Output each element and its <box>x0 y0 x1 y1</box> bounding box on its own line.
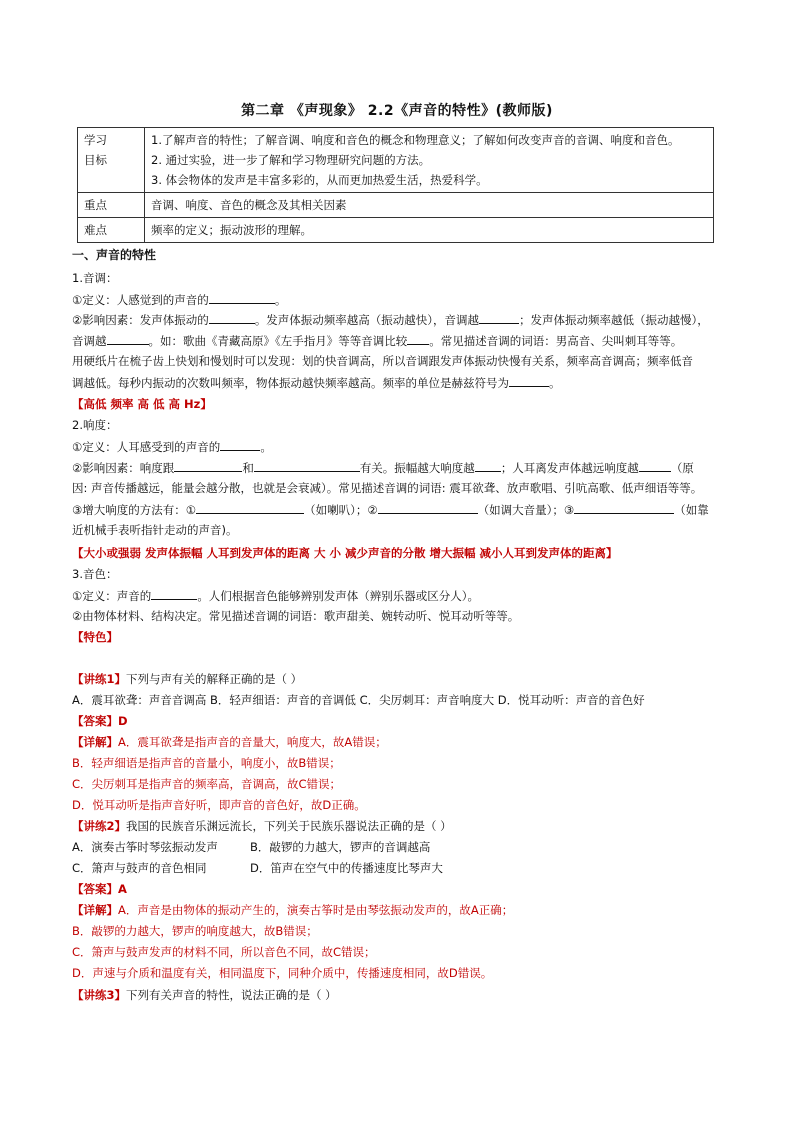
key-point-text: 音调、响度、音色的概念及其相关因素 <box>145 193 714 218</box>
pitch-heading: 1.音调： <box>72 271 118 285</box>
section-heading: 一、声音的特性 <box>72 248 157 262</box>
pitch-frequency-text: 调越低。每秒内振动的次数叫频率，物体振动越快频率越高。频率的单位是赫兹符号为 。 <box>72 376 561 390</box>
exercise-1-answer: 【答案】D <box>72 714 128 728</box>
exercise-1-detail-c: C．尖厉刺耳是指声音的频率高，音调高，故C错误； <box>72 777 342 791</box>
timbre-factors: ②由物体材料、结构决定。常见描述音调的词语：歌声甜美、婉转动听、悦耳动听等等。 <box>72 609 520 623</box>
timbre-definition: ①定义：声音的 。人们根据音色能够辨别发声体（辨别乐器或区分人）。 <box>72 589 480 603</box>
exercise-2-question: 【讲练2】我国的民族音乐渊远流长，下列关于民族乐器说法正确的是（ ） <box>72 819 452 833</box>
loudness-factors-1: ②影响因素：响度跟 和 有关。振幅越大响度越 ；人耳离发声体越远响度越 （原 <box>72 461 694 475</box>
exercise-1-detail-b: B．轻声细语是指声音的音量小，响度小，故B错误； <box>72 756 341 770</box>
objectives-table <box>77 127 714 243</box>
loudness-methods-1: ③增大响度的方法有：① （如喇叭）；② （如调大音量）；③ （如靠 <box>72 503 709 517</box>
timbre-answer: 【特色】 <box>72 630 118 644</box>
pitch-factors-1: ②影响因素：发声体振动的 。发声体振动频率越高（振动越快），音调越 ；发声体振动频率越低（振动越慢）， <box>72 313 709 327</box>
loudness-methods-2: 近机械手表听指针走动的声音)。 <box>72 523 238 537</box>
key-point-label: 重点 <box>78 193 145 218</box>
exercise-2-detail-c: C．箫声与鼓声发声的材料不同，所以音色不同，故C错误； <box>72 945 376 959</box>
loudness-answer: 【大小或强弱 发声体振幅 人耳到发声体的距离 大 小 减少声音的分散 增大振幅 减小人耳到发声体的距离】 <box>72 546 618 560</box>
pitch-definition: ①定义：人感觉到的声音的 。 <box>72 293 287 307</box>
pitch-comb-text: 用硬纸片在梳子齿上快划和慢划时可以发现：划的快音调高，所以音调跟发声体振动快慢有关系，频率高音调高；频率低音 <box>72 354 693 368</box>
objectives-content: 1.了解声音的特性；了解音调、响度和音色的概念和物理意义；了解如何改变声音的音调、响度和音色。 2. 通过实验，进一步了解和学习物理研究问题的方法。 3. 体会物体的发声是丰富多彩的，从而更加热爱生活，热爱科学。 <box>145 128 714 193</box>
objectives-label: 学习 目标 <box>78 128 145 193</box>
exercise-2-options-2: C．箫声与鼓声的音色相同 D．笛声在空气中的传播速度比琴声大 <box>72 861 443 875</box>
exercise-2-detail-a: 【详解】A．声音是由物体的振动产生的，演奏古筝时是由琴弦振动发声的，故A正确； <box>72 903 514 917</box>
loudness-definition: ①定义：人耳感受到的声音的 。 <box>72 440 272 454</box>
difficulty-text: 频率的定义；振动波形的理解。 <box>145 218 714 243</box>
loudness-factors-2: 因: 声音传播越远，能量会越分散，也就是会衰减）。常见描述音调的词语: 震耳欲聋、放声歌唱、引吭高歌、低声细语等等。 <box>72 481 703 495</box>
exercise-2-detail-b: B．敲锣的力越大，锣声的响度越大，故B错误； <box>72 924 318 938</box>
loudness-heading: 2.响度： <box>72 418 118 432</box>
page-title: 第二章 《声现象》 2.2《声音的特性》(教师版) <box>241 103 553 119</box>
exercise-1-detail-a: 【详解】A．震耳欲聋是指声音的音量大，响度大，故A错误； <box>72 735 387 749</box>
pitch-factors-2: 音调越 。如：歌曲《青藏高原》《左手指月》等等音调比较 。常见描述音调的词语：男高音、尖叫刺耳等等。 <box>72 334 683 348</box>
exercise-1-question: 【讲练1】下列与声有关的解释正确的是（ ） <box>72 672 303 686</box>
exercise-2-answer: 【答案】A <box>72 882 127 896</box>
exercise-1-detail-d: D．悦耳动听是指声音好听，即声音的音色好，故D正确。 <box>72 798 366 812</box>
timbre-heading: 3.音色： <box>72 567 118 581</box>
exercise-2-options-1: A．演奏古筝时琴弦振动发声 B．敲锣的力越大，锣声的音调越高 <box>72 840 431 854</box>
exercise-2-detail-d: D．声速与介质和温度有关，相同温度下，同种介质中，传播速度相同，故D错误。 <box>72 966 493 980</box>
exercise-1-options: A．震耳欲聋：声音音调高 B．轻声细语：声音的音调低 C．尖厉刺耳：声音响度大 D．悦耳动听：声音的音色好 <box>72 693 645 707</box>
pitch-answer: 【高低 频率 高 低 高 Hz】 <box>72 397 212 411</box>
difficulty-label: 难点 <box>78 218 145 243</box>
exercise-3-question: 【讲练3】下列有关声音的特性，说法正确的是（ ） <box>72 988 337 1002</box>
